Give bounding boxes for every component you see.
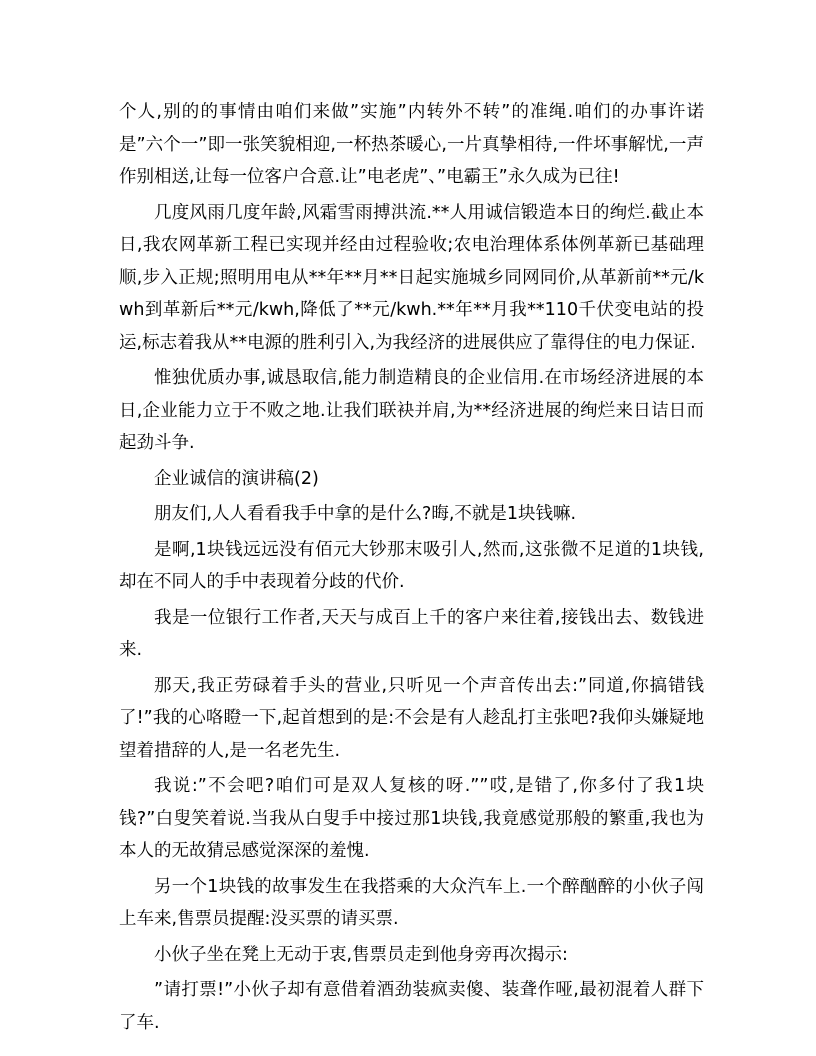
paragraph: 那天,我正劳碌着手头的营业,只听见一个声音传出去:”同道,你搞错钱了!”我的心咯瞪一下,起首想到的是:不会是有人趁乱打主张吧?我仰头嫌疑地望着措辞的人,是一名老先生. [119, 675, 704, 761]
paragraph: 我说:”不会吧?咱们可是双人复核的呀.””哎,是错了,你多付了我1块钱?”白叟笑着说.当我从白叟手中接过那1块钱,我竟感觉那般的繁重,我也为本人的无故猜忌感觉深深的羞愧. [119, 776, 704, 861]
paragraph: 朋友们,人人看看我手中拿的是什么?晦,不就是1块钱嘛. [154, 504, 577, 524]
section-heading: 企业诚信的演讲稿(2) [154, 468, 319, 489]
paragraph: 几度风雨几度年龄,风霜雪雨搏洪流.**人用诚信锻造本日的绚烂.截止本日,我农网革新工程已实现并经由过程验收;农电治理体系体例革新已基础理顺,步入正规;照明用电从**年**月**日起实施城乡同网同价,从革新前**元/kwh到革新后**元/kwh,降低了**元/kwh.**年**月我**110千伏变电站的投运,标志着我从**电源的胜利引入,为我经济的进展供应了靠得住的电力保证. [119, 202, 704, 353]
paragraph: 是啊,1块钱远远没有佰元大钞那末吸引人,然而,这张微不足道的1块钱,却在不同人的手中表现着分歧的代价. [119, 539, 704, 592]
paragraph: 小伙子坐在凳上无动于衷,售票员走到他身旁再次揭示: [154, 944, 568, 965]
paragraph: 我是一位银行工作者,天天与成百上千的客户来往着,接钱出去、数钱进来. [119, 607, 704, 660]
paragraph: 惟独优质办事,诚恳取信,能力制造精良的企业信用.在市场经济进展的本日,企业能力立于不败之地.让我们联袂并肩,为**经济进展的绚烂来日诘日而起劲斗争. [119, 368, 704, 453]
paragraph: ”请打票!”小伙子却有意借着酒劲装疯卖傻、装聋作哑,最初混着人群下了车. [119, 980, 704, 1033]
paragraph: 个人,别的的事情由咱们来做”实施”内转外不转”的准绳.咱们的办事许诺是”六个一”即一张笑貌相迎,一杯热茶暖心,一片真挚相待,一件坏事解忧,一声作别相送,让每一位客户合意.让”电老虎”、”电霸王”永久成为已往! [119, 102, 704, 187]
document-body [119, 96, 704, 1042]
paragraph: 另一个1块钱的故事发生在我搭乘的大众汽车上.一个醉酗醉的小伙子闯上车来,售票员提醒:没买票的请买票. [119, 876, 704, 929]
